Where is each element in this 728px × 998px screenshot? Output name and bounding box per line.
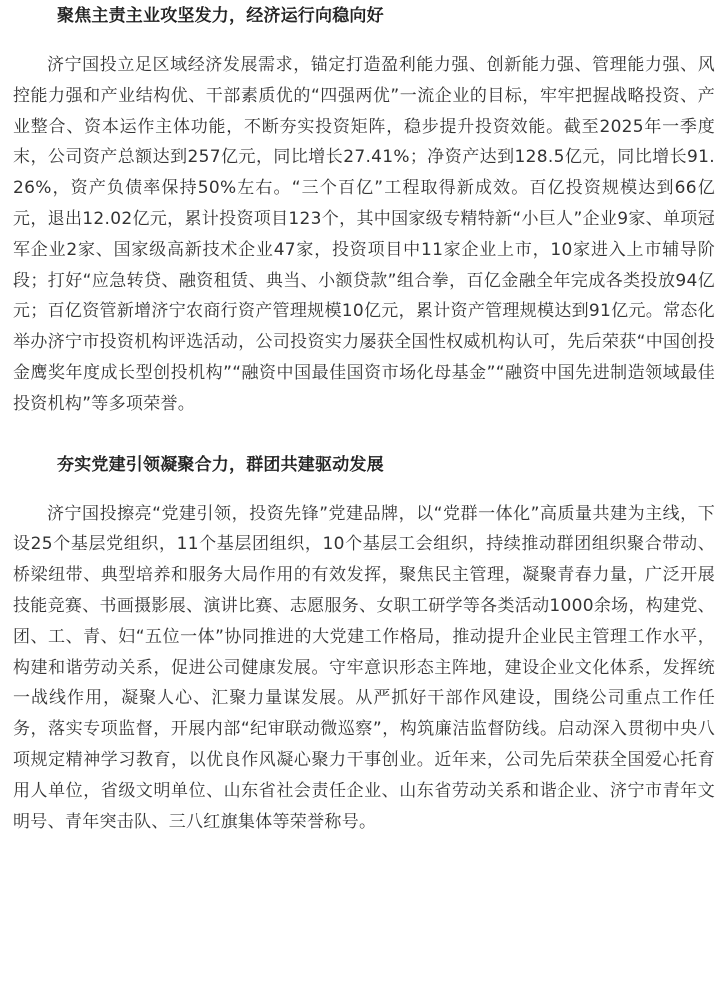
article (13, 0, 715, 837)
section-body-party-building: 济宁国投擦亮“党建引领，投资先锋”党建品牌，以“党群一体化”高质量共建为主线，下设25个基层党组织，11个基层团组织，10个基层工会组织，持续推动群团组织聚合带动、桥梁纽带、典型培养和服务大局作用的有效发挥，聚焦民主管理，凝聚青春力量，广泛开展技能竞赛、书画摄影展、演讲比赛、志愿服务、女职工研学等各类活动1000余场，构建党、团、工、青、妇“五位一体”协同推进的大党建工作格局，推动提升企业民主管理工作水平，构建和谐劳动关系，促进公司健康发展。守牢意识形态主阵地，建设企业文化体系，发挥统一战线作用，凝聚人心、汇聚力量谋发展。从严抓好干部作风建设，围绕公司重点工作任务，落实专项监督，开展内部“纪审联动微巡察”，构筑廉洁监督防线。启动深入贯彻中央八项规定精神学习教育，以优良作风凝心聚力干事创业。近年来，公司先后荣获全国爱心托育用人单位，省级文明单位、山东省社会责任企业、山东省劳动关系和谐企业、济宁市青年文明号、青年突击队、三八红旗集体等荣誉称号。 (13, 503, 715, 832)
section-heading-party-building: 夯实党建引领凝聚合力，群团共建驱动发展 (57, 454, 384, 475)
section-body-economy: 济宁国投立足区域经济发展需求，锚定打造盈利能力强、创新能力强、管理能力强、风控能力强和产业结构优、干部素质优的“四强两优”一流企业的目标，牢牢把握战略投资、产业整合、资本运作主体功能，不断夯实投资矩阵，稳步提升投资效能。截至2025年一季度末，公司资产总额达到257亿元，同比增长27.41%；净资产达到128.5亿元，同比增长91.26%，资产负债率保持50%左右。“三个百亿”工程取得新成效。百亿投资规模达到66亿元，退出12.02亿元，累计投资项目123个，其中国家级专精特新“小巨人”企业9家、单项冠军企业2家、国家级高新技术企业47家，投资项目中11家企业上市，10家进入上市辅导阶段；打好“应急转贷、融资租赁、典当、小额贷款”组合拳，百亿金融全年完成各类投放94亿元；百亿资管新增济宁农商行资产管理规模10亿元，累计资产管理规模达到91亿元。常态化举办济宁市投资机构评选活动，公司投资实力屡获全国性权威机构认可，先后荣获“中国创投金鹰奖年度成长型创投机构”“融资中国最佳国资市场化母基金”“融资中国先进制造领域最佳投资机构”等多项荣誉。 (13, 55, 715, 414)
section-heading-economy: 聚焦主责主业攻坚发力，经济运行向稳向好 (57, 6, 384, 26)
